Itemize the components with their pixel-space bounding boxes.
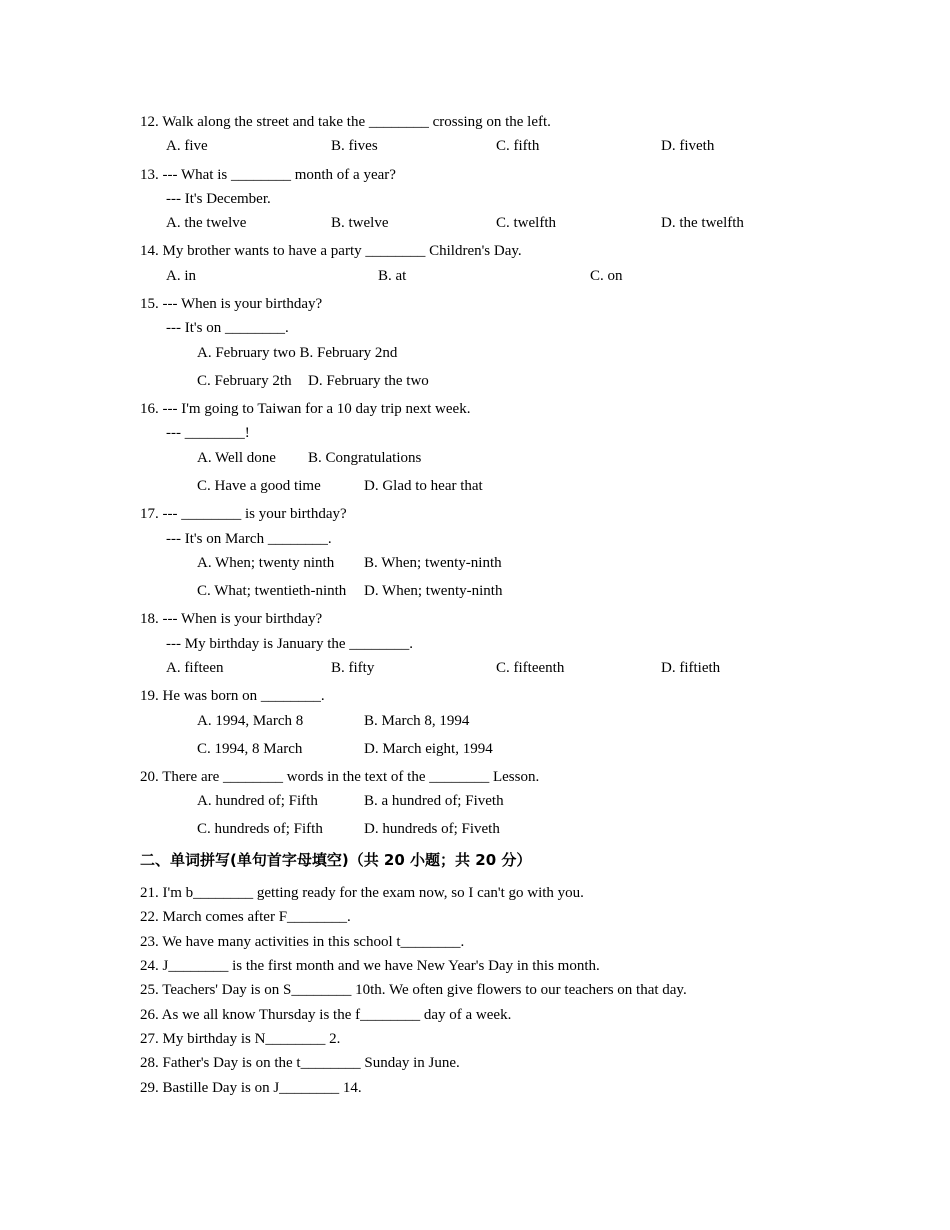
spelling-item-23: 23. We have many activities in this school t________. xyxy=(140,934,465,950)
question-15-stem: 15. --- When is your birthday? xyxy=(140,296,323,312)
question-19-stem: 19. He was born on ________. xyxy=(140,688,325,704)
spelling-item-27: 27. My birthday is N________ 2. xyxy=(140,1031,341,1047)
question-12-option-a: A. five xyxy=(166,138,208,154)
question-14-stem: 14. My brother wants to have a party ________ Children's Day. xyxy=(140,243,522,259)
question-14-option-a: A. in xyxy=(166,268,196,284)
spelling-item-24: 24. J________ is the first month and we have New Year's Day in this month. xyxy=(140,958,600,974)
question-18-option-a: A. fifteen xyxy=(166,660,224,676)
question-20-option-a: A. hundred of; Fifth xyxy=(197,793,318,809)
question-18-option-c: C. fifteenth xyxy=(496,660,565,676)
question-20-option-d: D. hundreds of; Fiveth xyxy=(364,821,500,837)
question-16-option-b: B. Congratulations xyxy=(308,450,422,466)
question-15-option-c: C. February 2th xyxy=(197,373,292,389)
question-13-option-d: D. the twelfth xyxy=(661,215,744,231)
question-12-stem: 12. Walk along the street and take the ________ crossing on the left. xyxy=(140,114,551,130)
question-19-option-a: A. 1994, March 8 xyxy=(197,713,304,729)
question-17-stem: 17. --- ________ is your birthday? xyxy=(140,506,347,522)
question-20-option-b: B. a hundred of; Fiveth xyxy=(364,793,504,809)
section-2-heading: 二、单词拼写(单句首字母填空)（共 20 小题；共 20 分） xyxy=(140,851,532,869)
question-18-reply: --- My birthday is January the ________. xyxy=(166,636,414,652)
question-13-option-b: B. twelve xyxy=(331,215,389,231)
question-13-option-a: A. the twelve xyxy=(166,215,247,231)
question-18-stem: 18. --- When is your birthday? xyxy=(140,611,323,627)
question-14-option-b: B. at xyxy=(378,268,407,284)
spelling-item-25: 25. Teachers' Day is on S________ 10th. We often give flowers to our teachers on that day. xyxy=(140,982,687,998)
question-16-option-a: A. Well done xyxy=(197,450,276,466)
question-13-reply: --- It's December. xyxy=(166,191,271,207)
spelling-item-22: 22. March comes after F________. xyxy=(140,909,351,925)
question-16-stem: 16. --- I'm going to Taiwan for a 10 day trip next week. xyxy=(140,401,471,417)
question-18-option-d: D. fiftieth xyxy=(661,660,721,676)
spelling-item-21: 21. I'm b________ getting ready for the exam now, so I can't go with you. xyxy=(140,885,584,901)
question-15-option-d: D. February the two xyxy=(308,373,429,389)
spelling-item-26: 26. As we all know Thursday is the f________ day of a week. xyxy=(140,1007,512,1023)
question-19-option-b: B. March 8, 1994 xyxy=(364,713,470,729)
question-19-option-c: C. 1994, 8 March xyxy=(197,741,303,757)
question-14-option-c: C. on xyxy=(590,268,623,284)
question-12-option-c: C. fifth xyxy=(496,138,540,154)
question-16-option-d: D. Glad to hear that xyxy=(364,478,483,494)
spelling-item-28: 28. Father's Day is on the t________ Sunday in June. xyxy=(140,1055,460,1071)
question-15-reply: --- It's on ________. xyxy=(166,320,289,336)
question-17-option-a: A. When; twenty ninth xyxy=(197,555,335,571)
question-17-option-c: C. What; twentieth-ninth xyxy=(197,583,347,599)
question-19-option-d: D. March eight, 1994 xyxy=(364,741,493,757)
question-17-option-d: D. When; twenty-ninth xyxy=(364,583,503,599)
question-12-option-b: B. fives xyxy=(331,138,378,154)
question-20-stem: 20. There are ________ words in the text of the ________ Lesson. xyxy=(140,769,540,785)
question-16-reply: --- ________! xyxy=(166,425,250,441)
question-17-reply: --- It's on March ________. xyxy=(166,531,332,547)
question-13-option-c: C. twelfth xyxy=(496,215,556,231)
question-20-option-c: C. hundreds of; Fifth xyxy=(197,821,323,837)
question-18-option-b: B. fifty xyxy=(331,660,375,676)
question-16-option-c: C. Have a good time xyxy=(197,478,321,494)
spelling-item-29: 29. Bastille Day is on J________ 14. xyxy=(140,1080,362,1096)
question-12-option-d: D. fiveth xyxy=(661,138,715,154)
question-15-options-row1: A. February two B. February 2nd xyxy=(197,345,398,361)
question-13-stem: 13. --- What is ________ month of a year? xyxy=(140,167,396,183)
question-17-option-b: B. When; twenty-ninth xyxy=(364,555,502,571)
